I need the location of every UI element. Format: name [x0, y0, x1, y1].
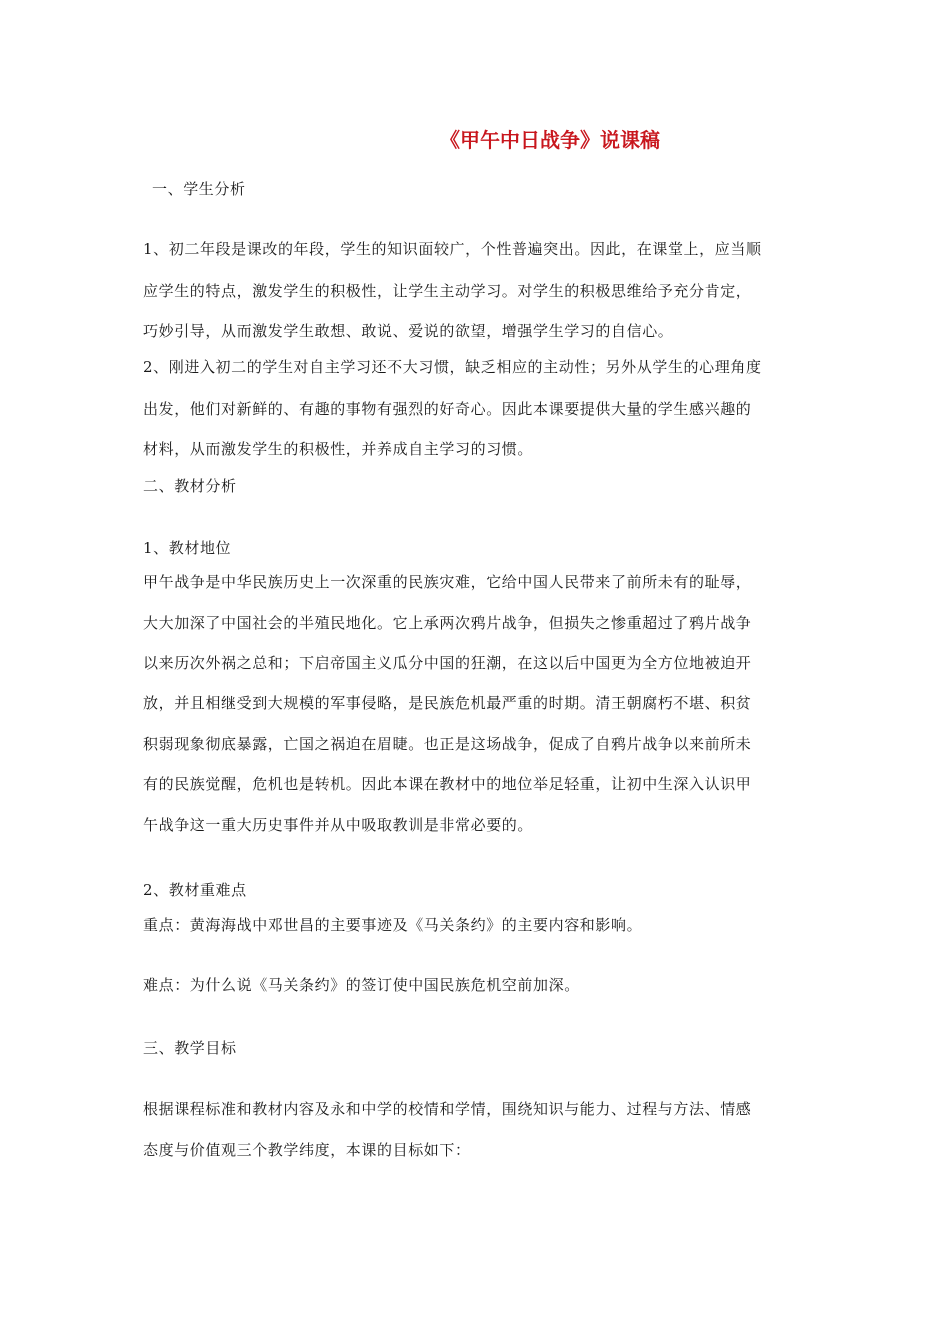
section-heading-student-analysis: 一、学生分析	[152, 180, 246, 198]
paragraph-line: 大大加深了中国社会的半殖民地化。它上承两次鸦片战争，但损失之惨重超过了鸦片战争	[143, 614, 752, 632]
paragraph-line: 材料，从而激发学生的积极性，并养成自主学习的习惯。	[143, 440, 534, 458]
document-title: 《甲午中日战争》说课稿	[440, 128, 660, 152]
paragraph-line: 应学生的特点，激发学生的积极性，让学生主动学习。对学生的积极思维给予充分肯定，	[143, 282, 752, 300]
paragraph-line: 积弱现象彻底暴露，亡国之祸迫在眉睫。也正是这场战争，促成了自鸦片战争以来前所未	[143, 735, 752, 753]
paragraph-line: 甲午战争是中华民族历史上一次深重的民族灾难，它给中国人民带来了前所未有的耻辱，	[143, 573, 752, 591]
paragraph-line: 有的民族觉醒，危机也是转机。因此本课在教材中的地位举足轻重，让初中生深入认识甲	[143, 775, 752, 793]
paragraph-line: 根据课程标准和教材内容及永和中学的校情和学情，围绕知识与能力、过程与方法、情感	[143, 1100, 752, 1118]
paragraph-line: 出发，他们对新鲜的、有趣的事物有强烈的好奇心。因此本课要提供大量的学生感兴趣的	[143, 400, 752, 418]
paragraph-line: 以来历次外祸之总和；下启帝国主义瓜分中国的狂潮，在这以后中国更为全方位地被迫开	[143, 654, 752, 672]
paragraph-line: 态度与价值观三个教学纬度，本课的目标如下：	[143, 1141, 471, 1159]
section-heading-textbook-analysis: 二、教材分析	[143, 477, 237, 495]
section-heading-teaching-goals: 三、教学目标	[143, 1039, 237, 1057]
paragraph-line: 放，并且相继受到大规模的军事侵略，是民族危机最严重的时期。清王朝腐朽不堪、积贫	[143, 694, 752, 712]
subheading-key-difficult-points: 2、教材重难点	[143, 881, 247, 899]
subheading-textbook-position: 1、教材地位	[143, 539, 232, 557]
key-point-text: 重点：黄海海战中邓世昌的主要事迹及《马关条约》的主要内容和影响。	[143, 916, 643, 934]
paragraph-line: 1、初二年段是课改的年段，学生的知识面较广，个性普遍突出。因此，在课堂上，应当顺	[143, 240, 762, 258]
difficult-point-text: 难点：为什么说《马关条约》的签订使中国民族危机空前加深。	[143, 976, 580, 994]
paragraph-line: 午战争这一重大历史事件并从中吸取教训是非常必要的。	[143, 816, 534, 834]
paragraph-line: 2、刚进入初二的学生对自主学习还不大习惯，缺乏相应的主动性；另外从学生的心理角度	[143, 358, 762, 376]
paragraph-line: 巧妙引导，从而激发学生敢想、敢说、爱说的欲望，增强学生学习的自信心。	[143, 322, 674, 340]
